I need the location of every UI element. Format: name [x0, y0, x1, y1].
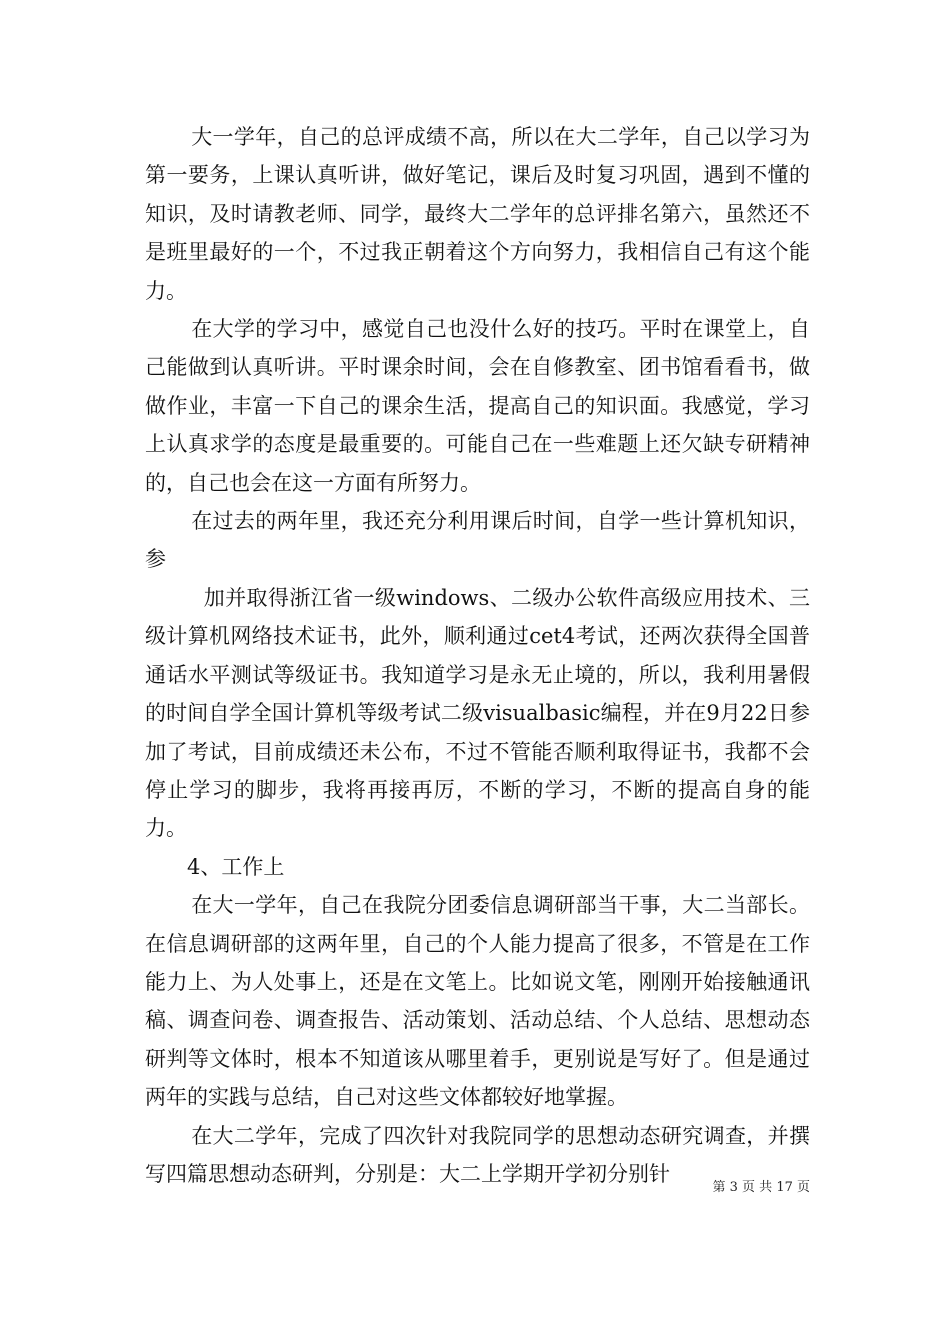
section-heading-work: 4、工作上: [187, 854, 285, 879]
paragraph-self-study: 在过去的两年里，我还充分利用课后时间，自学一些计算机知识，参: [145, 509, 810, 572]
page-number-footer: 第 3 页 共 17 页: [712, 1180, 810, 1195]
paragraph-work-experience: 在大一学年，自己在我院分团委信息调研部当干事，大二当部长。在信息调研部的这两年里，自己的个人能力提高了很多，不管是在工作能力上、为人处事上，还是在文笔上。比如说文笔，刚刚开始接触通讯稿、调查问卷、调查报告、活动策划、活动总结、个人总结、思想动态研判等文体时，根本不知道该从哪里着手，更别说是写好了。但是通过两年的实践与总结，自己对这些文体都较好地掌握。: [145, 893, 810, 1110]
paragraph-study-ranking: 大一学年，自己的总评成绩不高，所以在大二学年，自己以学习为第一要务，上课认真听讲，做好笔记，课后及时复习巩固，遇到不懂的知识，及时请教老师、同学，最终大二学年的总评排名第六，虽然还不是班里最好的一个，不过我正朝着这个方向努力，我相信自己有这个能力。: [145, 125, 810, 303]
paragraph-certificates: 加并取得浙江省一级windows、二级办公软件高级应用技术、三级计算机网络技术证书，此外，顺利通过cet4考试，还两次获得全国普通话水平测试等级证书。我知道学习是永无止境的，所以，我利用暑假的时间自学全国计算机等级考试二级visualbasic编程，并在9月22日参加了考试，目前成绩还未公布，不过不管能否顺利取得证书，我都不会停止学习的脚步，我将再接再厉，不断的学习，不断的提高自身的能力。: [145, 585, 810, 841]
document-body: [145, 118, 810, 1193]
paragraph-research: 在大二学年，完成了四次针对我院同学的思想动态研究调查，并撰写四篇思想动态研判，分别是：大二上学期开学初分别针: [145, 1123, 810, 1186]
paragraph-study-method: 在大学的学习中，感觉自己也没什么好的技巧。平时在课堂上，自己能做到认真听讲。平时课余时间，会在自修教室、团书馆看看书，做做作业，丰富一下自己的课余生活，提高自己的知识面。我感觉，学习上认真求学的态度是最重要的。可能自己在一些难题上还欠缺专研精神的，自己也会在这一方面有所努力。: [145, 317, 810, 495]
